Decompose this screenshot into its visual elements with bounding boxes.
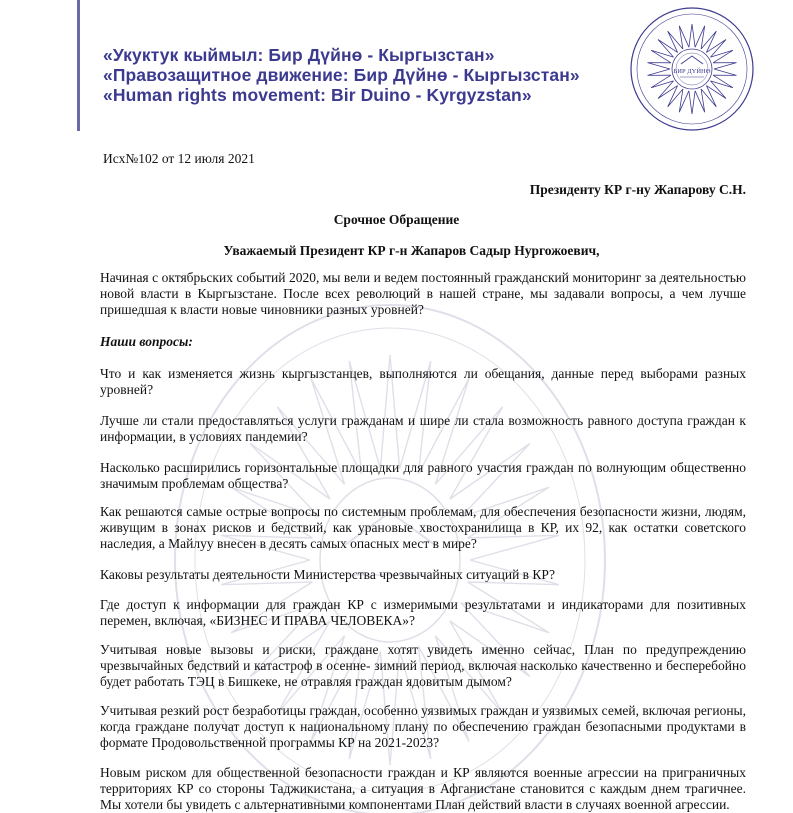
question-paragraph: Что и как изменяется жизнь кыргызстанцев, выполняются ли обещания, данные перед выборами разных уровней? bbox=[100, 366, 746, 397]
addressee: Президенту КР г-ну Жапарову С.Н. bbox=[529, 182, 746, 197]
questions-heading: Наши вопросы: bbox=[100, 334, 193, 349]
outgoing-reference: Исх№102 от 12 июля 2021 bbox=[103, 151, 255, 166]
question-paragraph: Как решаются самые острые вопросы по системным проблемам, для обеспечения безопасности жизни, людям, живущим в зонах рисков и бедствий, как урановые хвостохранилища в КР, их 92, как остатки советского наследия, а Майлуу внесен в десять самых опасных мест в мире? bbox=[100, 504, 746, 551]
letterhead-line-english: «Human rights movement: Bir Duino - Kyrgyzstan» bbox=[103, 85, 532, 105]
question-paragraph: Новым риском для общественной безопасности граждан и КР являются военные агрессии на приграничных территориях КР со стороны Таджикистана, а ситуация в Афганистане становится с каждым днем трагичнее. Мы хотели бы увидеть с альтернативными компонентами План действий власти в случаях военной агрессии. bbox=[100, 765, 746, 812]
question-paragraph: Учитывая новые вызовы и риски, граждане хотят увидеть именно сейчас, План по предупреждению чрезвычайных бедствий и катастроф в осенне- зимний период, включая насколько качественно и бесперебойно будет работать ТЭЦ в Бишкеке, не отравляя граждан ядовитым дымом? bbox=[100, 642, 746, 689]
salutation: Уважаемый Президент КР г-н Жапаров Садыр Нургожоевич, bbox=[223, 243, 600, 258]
letterhead bbox=[103, 45, 580, 105]
question-paragraph: Лучше ли стали предоставляться услуги гражданам и шире ли стала возможность равного доступа граждан к информации, в условиях пандемии? bbox=[100, 413, 746, 444]
question-paragraph: Насколько расширились горизонтальные площадки для равного участия граждан по волнующим общественно значимым проблемам общества? bbox=[100, 460, 746, 491]
organization-seal-logo bbox=[629, 6, 755, 132]
letterhead-line-russian: «Правозащитное движение: Бир Дүйнө - Кыргызстан» bbox=[103, 65, 580, 85]
letterhead-line-kyrgyz: «Укуктук кыймыл: Бир Дүйнө - Кыргызстан» bbox=[103, 45, 495, 65]
letter-title: Срочное Обращение bbox=[333, 212, 460, 227]
question-paragraph: Каковы результаты деятельности Министерства чрезвычайных ситуаций в КР? bbox=[100, 567, 555, 582]
question-paragraph: Где доступ к информации для граждан КР с измеримыми результатами и индикаторами для позитивных перемен, включая, «БИЗНЕС И ПРАВА ЧЕЛОВЕКА»? bbox=[100, 597, 746, 628]
intro-paragraph: Начиная с октябрьских событий 2020, мы вели и ведем постоянный гражданский мониторинг за деятельностью новой власти в Кыргызстане. После всех революций в нашей стране, мы задавали вопросы, а чем лучше пришедшая к власти новые чиновники разных уровней? bbox=[100, 270, 746, 317]
question-paragraph: Учитывая резкий рост безработицы граждан, особенно уязвимых граждан и уязвимых семей, включая регионы, когда граждане получат доступ к национальному плану по обеспечению граждан безопасными продуктами в формате Продовольственной программы КР на 2021-2023? bbox=[100, 703, 746, 750]
header-vertical-rule bbox=[77, 0, 80, 131]
seal-text: БИР ДҮЙНӨ bbox=[673, 68, 711, 75]
